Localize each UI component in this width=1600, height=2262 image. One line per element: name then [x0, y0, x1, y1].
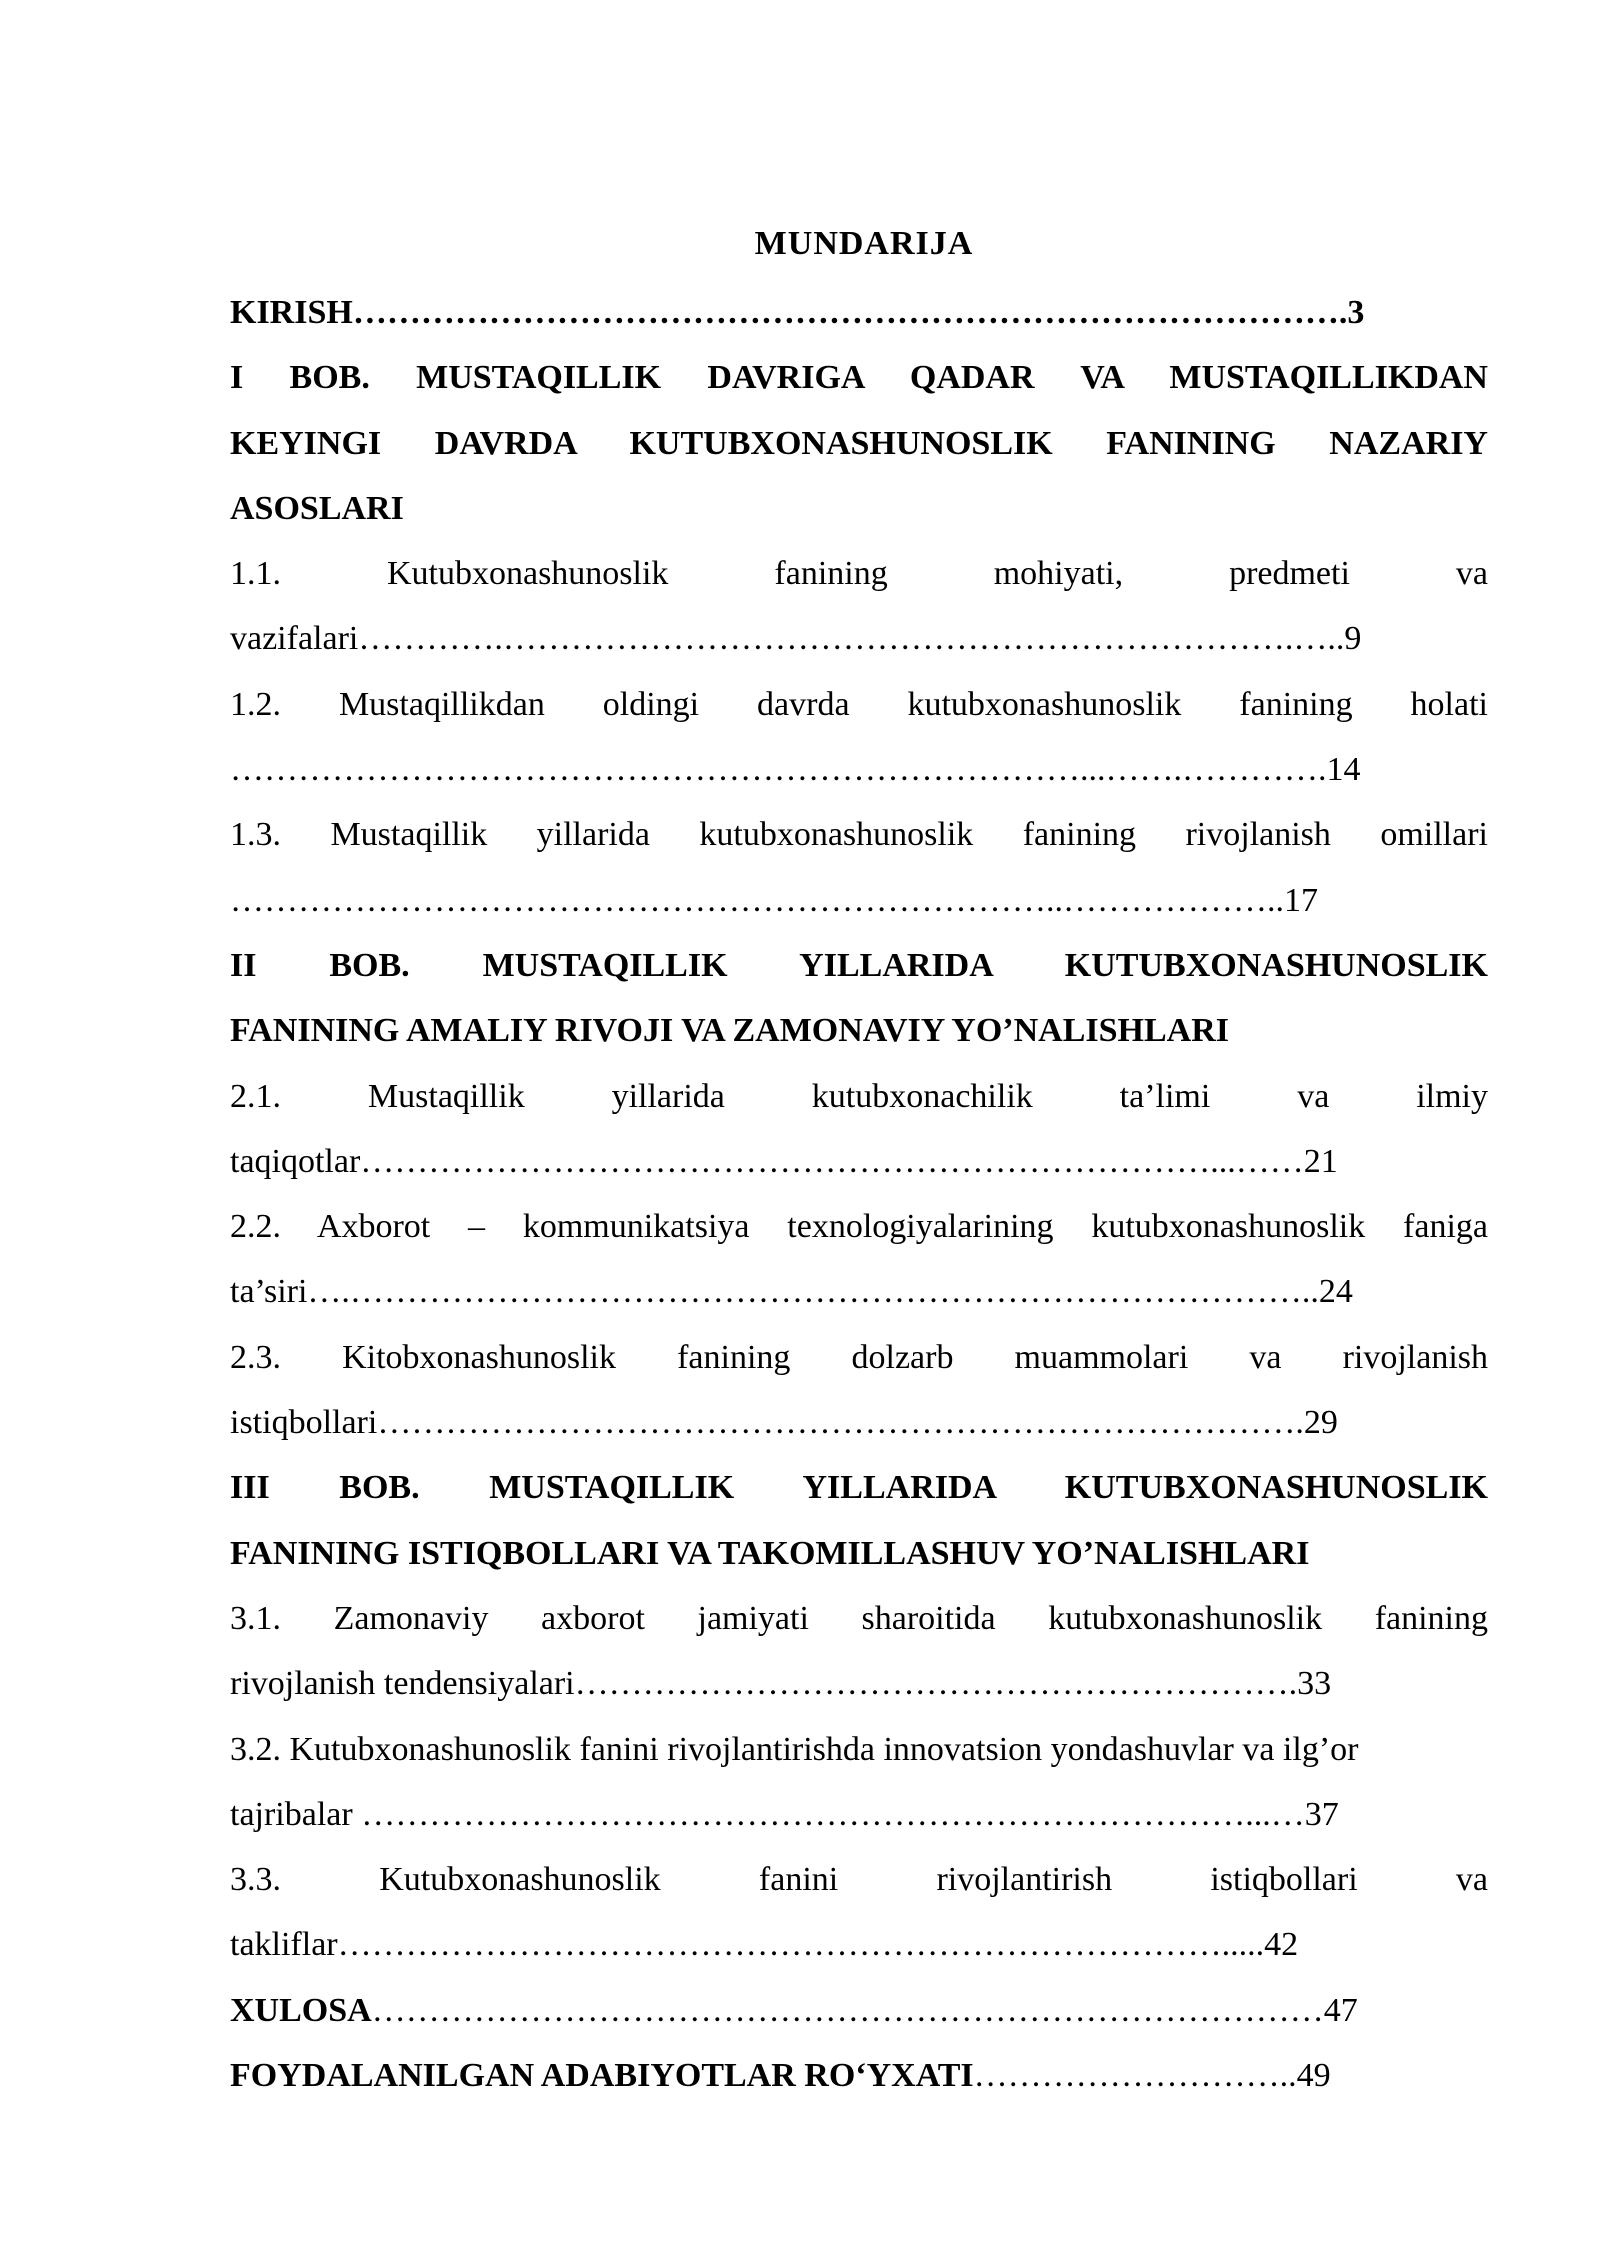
toc-chapter-3-line-1: III BOB. MUSTAQILLIK YILLARIDA KUTUBXONASHUNOSLIK: [230, 1469, 1488, 1507]
toc-entry-references-label: FOYDALANILGAN ADABIYOTLAR RO‘YXATI: [230, 2057, 974, 2095]
toc-section-1-3-line-1: 1.3. Mustaqillik yillarida kutubxonashunoslik fanining rivojlanish omillari: [230, 816, 1488, 854]
toc-section-1-2-line-2: …………………………………………………………………...…….………….14: [230, 751, 1361, 789]
toc-section-2-1-line-1: 2.1. Mustaqillik yillarida kutubxonachilik ta’limi va ilmiy: [230, 1077, 1488, 1115]
toc-chapter-1-line-3: ASOSLARI: [230, 489, 404, 527]
toc-section-2-2-line-2: ta’siri….…………………………………………………………………………..24: [230, 1273, 1353, 1311]
toc-section-3-2-line-2: tajribalar ……………………………………………………………………...…37: [230, 1795, 1339, 1833]
table-of-contents: [230, 280, 1488, 2108]
toc-chapter-1-line-2: KEYINGI DAVRDA KUTUBXONASHUNOSLIK FANINING NAZARIY: [230, 424, 1488, 462]
toc-section-1-3-line-2: ………………………………………………………………..………………..17: [230, 881, 1318, 919]
toc-entry-xulosa: [230, 1978, 1488, 2043]
toc-entry-kirish: KIRISH…………………………………………………………………………….3: [230, 294, 1365, 331]
toc-section-1-2-line-1: 1.2. Mustaqillikdan oldingi davrda kutubxonashunoslik fanining holati: [230, 685, 1488, 723]
toc-entry-xulosa-leader: …………………………………………………………………………47: [371, 1991, 1358, 2029]
toc-section-3-2-line-1: 3.2. Kutubxonashunoslik fanini rivojlantirishda innovatsion yondashuvlar va ilg’or: [230, 1730, 1359, 1768]
toc-entry-references-leader: ………………………..49: [973, 2057, 1331, 2095]
toc-section-3-3-line-2: takliflar…………………………………………………………………….....42: [230, 1926, 1299, 1964]
toc-section-1-1-line-2: vazifalari………….…………………………………………………………….…..9: [230, 620, 1362, 658]
toc-entry-references: [230, 2043, 1488, 2108]
toc-chapter-3-line-2: FANINING ISTIQBOLLARI VA TAKOMILLASHUV YO’NALISHLARI: [230, 1534, 1310, 1572]
toc-chapter-2-line-1: II BOB. MUSTAQILLIK YILLARIDA KUTUBXONASHUNOSLIK: [230, 946, 1488, 984]
toc-section-2-3-line-1: 2.3. Kitobxonashunoslik fanining dolzarb muammolari va rivojlanish: [230, 1338, 1488, 1376]
toc-chapter-1-line-1: I BOB. MUSTAQILLIK DAVRIGA QADAR VA MUSTAQILLIKDAN: [230, 359, 1488, 397]
toc-chapter-2-line-2: FANINING AMALIY RIVOJI VA ZAMONAVIY YO’NALISHLARI: [230, 1012, 1229, 1050]
toc-section-2-2-line-1: 2.2. Axborot – kommunikatsiya texnologiyalarining kutubxonashunoslik faniga: [230, 1208, 1488, 1246]
toc-section-3-1-line-1: 3.1. Zamonaviy axborot jamiyati sharoitida kutubxonashunoslik fanining: [230, 1599, 1488, 1637]
toc-section-2-3-line-2: istiqbollari……………………………………………………………………….29: [230, 1404, 1338, 1442]
toc-section-1-1-line-1: 1.1. Kutubxonashunoslik fanining mohiyati, predmeti va: [230, 555, 1488, 593]
toc-section-3-3-line-1: 3.3. Kutubxonashunoslik fanini rivojlantirish istiqbollari va: [230, 1861, 1488, 1899]
toc-section-2-1-line-2: taqiqotlar…………………………………………………………………...……21: [230, 1142, 1338, 1180]
page-title: MUNDARIJA: [754, 225, 974, 262]
toc-section-3-1-line-2: rivojlanish tendensiyalari……………………………………………………….33: [230, 1665, 1332, 1703]
toc-entry-xulosa-label: XULOSA: [230, 1991, 372, 2029]
